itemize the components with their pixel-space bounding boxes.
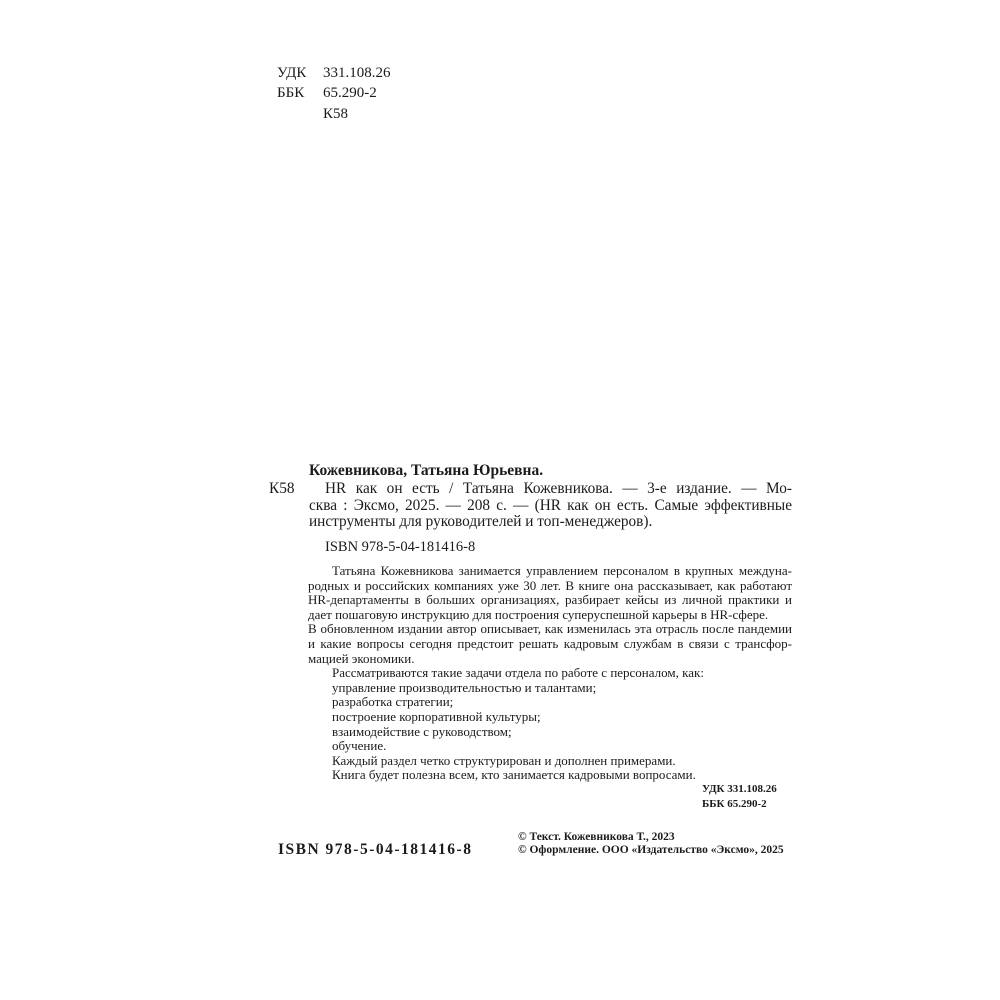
bbk-row (277, 83, 391, 103)
bottom-bbk: ББК 65.290-2 (702, 797, 767, 810)
annotation-line: дает пошаговую инструкцию для построения суперуспешной карьеры в HR-сфере. (308, 606, 769, 622)
annotation-list-line: разработка стратегии; (332, 694, 454, 710)
top-classification-block (277, 63, 391, 124)
annotation-line: Татьяна Кожевникова занимается управлением персоналом в крупных междуна- (332, 563, 792, 578)
bbk-value: 65.290-2 (323, 85, 377, 102)
bib-line: инструменты для руководителей и топ-менеджеров). (309, 513, 653, 531)
copyright-text-line: © Текст. Кожевникова Т., 2023 (518, 831, 675, 843)
udk-row (277, 63, 391, 83)
isbn-line: ISBN 978-5-04-181416-8 (325, 539, 476, 555)
udk-value: 331.108.26 (323, 65, 391, 81)
annotation-list-line: взаимодействие с руководством; (332, 723, 512, 739)
footer-isbn: ISBN 978-5-04-181416-8 (278, 841, 473, 858)
author-sign-label (277, 104, 323, 124)
author-heading: Кожевникова, Татьяна Юрьевна. (309, 462, 544, 479)
annotation-line: мацией экономики. (308, 650, 415, 666)
copyright-design-line: © Оформление. ООО «Издательство «Эксмо», 2025 (518, 843, 784, 856)
annotation-list-line: построение корпоративной культуры; (332, 708, 541, 724)
annotation-line: Книга будет полезна всем, кто занимается кадровыми вопросами. (332, 767, 696, 783)
annotation-list-line: управление производительностью и талантами; (332, 679, 597, 695)
entry-code: К58 (269, 480, 295, 497)
bib-line: HR как он есть / Татьяна Кожевникова. — 3-е издание. — Мо- (325, 480, 792, 497)
bottom-classification-block (702, 782, 777, 811)
annotation-line: и какие вопросы сегодня предстоит решать кадровым службам в связи с трансфор- (308, 635, 792, 651)
bib-line: сква : Эксмо, 2025. — 208 с. — (HR как он есть. Самые эффективные (309, 496, 792, 514)
annotation-line: Каждый раздел четко структурирован и дополнен примерами. (332, 752, 676, 768)
copyright-block (518, 831, 784, 856)
author-sign-value: К58 (323, 105, 349, 122)
catalog-entry (269, 480, 792, 531)
annotation-line: родных и российских компаниях уже 30 лет. В книге она рассказывает, как работают (308, 577, 792, 593)
annotation-line: HR-департаменты в больших организациях, разбирает кейсы из личной практики и (308, 592, 792, 608)
annotation-list-line: обучение. (332, 738, 387, 754)
udk-label: УДК (277, 65, 307, 81)
annotation-block (308, 564, 792, 783)
author-sign-row (277, 104, 391, 124)
bottom-udk: УДК 331.108.26 (702, 783, 777, 795)
bbk-label: ББК (277, 85, 305, 102)
annotation-line: Рассматриваются такие задачи отдела по работе с персоналом, как: (332, 665, 704, 681)
annotation-line: В обновленном издании автор описывает, как изменилась эта отрасль после пандемии (308, 621, 792, 637)
